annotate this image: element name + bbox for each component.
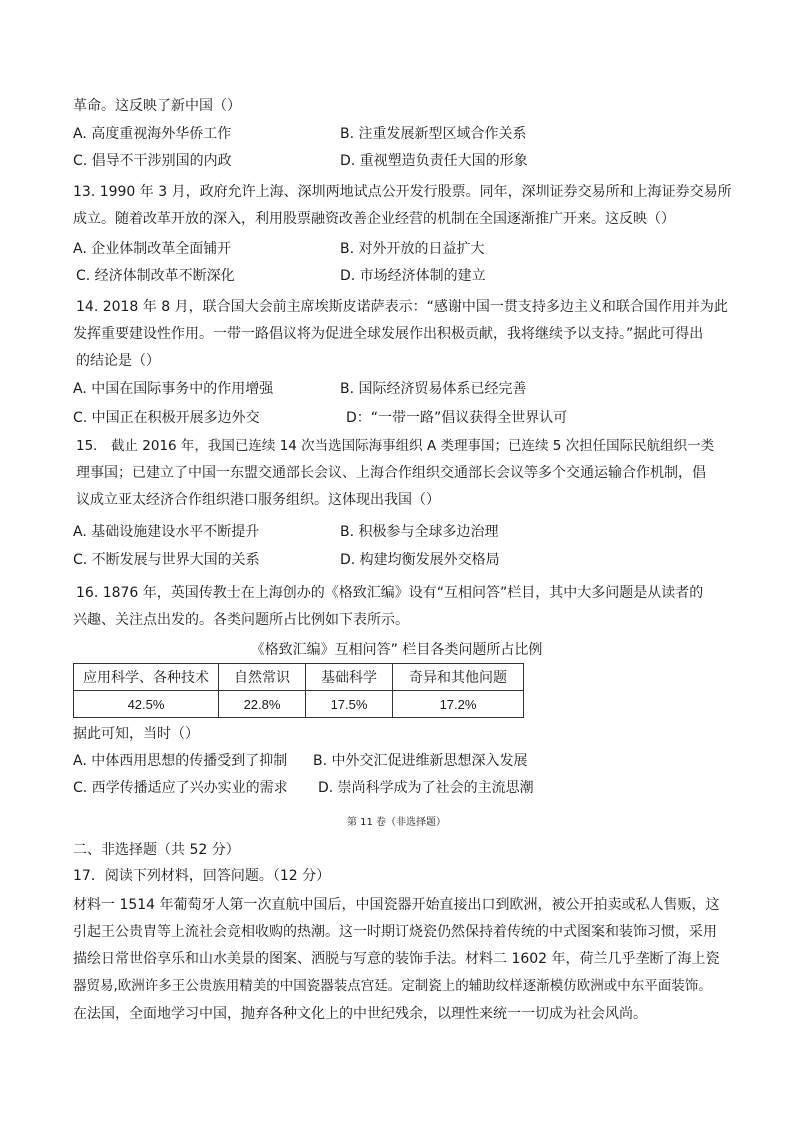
table-header-row	[74, 664, 524, 691]
material-line: 描绘日常世俗享乐和山水美景的图案、洒脱与写意的装饰手法。材料二 1602 年，荷兰几乎垄断了海上瓷	[73, 951, 720, 967]
q16-line-1: 16. 1876 年，英国传教士在上海创办的《格致汇编》设有“互相问答”栏目，其中大多问题是从读者的	[76, 585, 704, 601]
q16-table-title: 《格致汇编》互相问答” 栏目各类问题所占比例	[250, 642, 543, 658]
table-cell: 17.5%	[306, 691, 393, 718]
q13-line-1: 13. 1990 年 3 月，政府允许上海、深圳两地试点公开发行股票。同年，深圳证券交易所和上海证券交易所	[73, 184, 732, 200]
q16-line-2: 兴趣、关注点出发的。各类问题所占比例如下表所示。	[73, 612, 409, 628]
table-header-cell: 应用科学、各种技术	[74, 664, 219, 691]
table-header-cell: 奇异和其他问题	[393, 664, 524, 691]
q16-proportion-table	[73, 663, 524, 718]
q14-option-a: A. 中国在国际事务中的作用增强	[73, 381, 274, 397]
q15-line-3: 议成立亚太经济合作组织港口服务组织。这体现出我国（）	[76, 492, 440, 508]
q14-option-b: B. 国际经济贸易体系已经完善	[340, 381, 527, 397]
q15-option-c: C. 不断发展与世界大国的关系	[73, 552, 260, 568]
q15-line-1: 15． 截止 2016 年，我国已连续 14 次当选国际海事组织 A 类理事国；已连续 5 次担任国际民航组织一类	[76, 438, 715, 454]
material-line: 器贸易,欧洲许多王公贵族用精美的中国瓷器装点宫廷。定制瓷上的辅助纹样逐渐模仿欧洲或中东平面装饰。	[73, 978, 712, 994]
section-title: 二、非选择题（共 52 分）	[73, 842, 240, 858]
q16-option-b: B. 中外交汇促进维新思想深入发展	[313, 753, 528, 769]
q12-option-c: C. 倡导不干涉别国的内政	[73, 153, 232, 169]
q15-option-b: B. 积极参与全球多边治理	[340, 524, 499, 540]
q15-option-a: A. 基础设施建设水平不断提升	[73, 524, 260, 540]
q14-line-2: 发挥重要建设性作用。一带一路倡议将为促进全球发展作出积极贡献，我将继续予以支持。”据此可得出	[73, 326, 704, 342]
q12-option-a: A. 高度重视海外华侨工作	[73, 126, 232, 142]
q14-line-1: 14. 2018 年 8 月，联合国大会前主席埃斯皮诺萨表示：“感谢中国一贯支持多边主义和联合国作用并为此	[76, 299, 728, 315]
table-cell: 42.5%	[74, 691, 219, 718]
table-cell: 17.2%	[393, 691, 524, 718]
material-line: 材料一 1514 年葡萄牙人第一次直航中国后，中国瓷器开始直接出口到欧洲，被公开拍卖或私人售贩，这	[73, 897, 720, 913]
q15-line-2: 理事国；已建立了中国一东盟交通部长会议、上海合作组织交通部长会议等多个交通运输合作机制，倡	[76, 465, 706, 481]
q14-option-c: C. 中国正在积极开展多边外交	[73, 410, 260, 426]
q14-line-3: 的结论是（）	[76, 353, 160, 369]
q13-option-d: D. 市场经济体制的建立	[340, 268, 486, 284]
q14-option-d: D：“一带一路”倡议获得全世界认可	[346, 410, 568, 426]
q16-option-c: C. 西学传播适应了兴办实业的需求	[73, 780, 288, 796]
q13-option-b: B. 对外开放的日益扩大	[340, 241, 485, 257]
table-header-cell: 基础科学	[306, 664, 393, 691]
volume-title: 第 11 卷（非选择题）	[346, 817, 447, 828]
table-cell: 22.8%	[219, 691, 306, 718]
q12-stem-tail: 革命。这反映了新中国（）	[73, 98, 241, 114]
q17-title: 17．阅读下列材料，回答问题。（12 分）	[73, 868, 331, 884]
q13-line-2: 成立。随着改革开放的深入，利用股票融资改善企业经营的机制在全国逐渐推广开来。这反映（）	[73, 211, 675, 227]
q16-option-a: A. 中体西用思想的传播受到了抑制	[73, 753, 288, 769]
q13-option-a: A. 企业体制改革全面铺开	[73, 241, 232, 257]
material-line: 在法国，全面地学习中国，抛弃各种文化上的中世纪残余，以理性来统一一切成为社会风尚。	[73, 1006, 647, 1022]
table-header-cell: 自然常识	[219, 664, 306, 691]
material-line: 引起王公贵胄等上流社会竞相收购的热潮。这一时期订烧瓷仍然保持着传统的中式图案和装饰习惯，采用	[73, 924, 717, 940]
q12-option-d: D. 重视塑造负责任大国的形象	[340, 153, 528, 169]
q16-after-table: 据此可知，当时（）	[73, 726, 199, 742]
q16-option-d: D. 崇尚科学成为了社会的主流思潮	[318, 780, 534, 796]
table-row	[74, 691, 524, 718]
q15-option-d: D. 构建均衡发展外交格局	[340, 552, 500, 568]
q12-option-b: B. 注重发展新型区域合作关系	[340, 126, 527, 142]
q13-option-c: C. 经济体制改革不断深化	[76, 268, 235, 284]
